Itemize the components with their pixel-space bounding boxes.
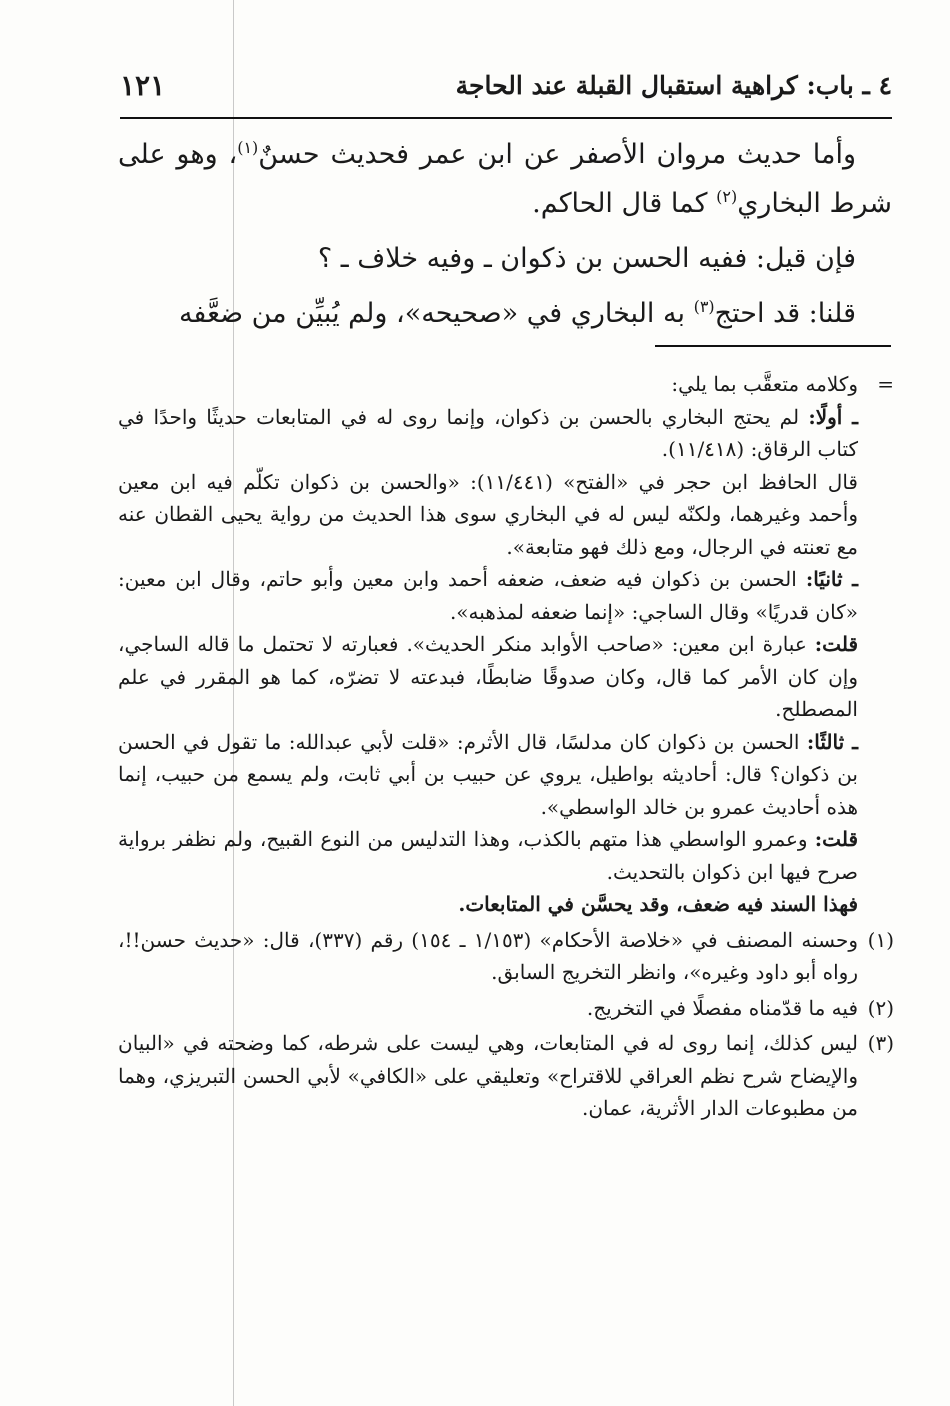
main-paragraph-2: فإن قيل: ففيه الحسن بن ذكوان ـ وفيه خلاف ـ ؟ [317, 243, 856, 274]
footnote-2-text: فيه ما قدّمناه مفصلًا في التخريج. [586, 995, 858, 1020]
note-first-label: ـ أولًا: [808, 404, 859, 429]
main-text-segment: كما قال الحاكم. [532, 188, 717, 219]
notes-intro-text: وكلامه متعقَّب بما يلي: [671, 372, 858, 396]
footnote-3-number: (٣) [867, 1031, 894, 1055]
footnote-3 [118, 1027, 894, 1125]
footnote-1 [118, 924, 894, 989]
notes-body [118, 401, 894, 921]
note-hafiz-quote: قال الحافظ ابن حجر في «الفتح» (١١/٤٤١): «والحسن بن ذكوان تكلّم فيه ابن معين وأحمد وغيرهما، ولكنّه ليس له في البخاري سوى هذا الحديث من رواية يحيى القطان عنه مع تعنته في الرجال، ومع ذلك فهو متابعة». [118, 469, 858, 559]
footnote-1-text: وحسنه المصنف في «خلاصة الأحكام» (١/١٥٣ ـ ١٥٤) رقم (٣٣٧)، قال: «حديث حسن!!، رواه أبو داود وغيره»، وانظر التخريج السابق. [118, 927, 858, 984]
continuation-mark: = [877, 372, 894, 396]
notes-intro [118, 368, 894, 401]
main-text [118, 130, 892, 338]
main-text-segment: به البخاري في «صحيحه»، ولم يُبيِّن من ضعَّفه [178, 298, 694, 329]
note-third [118, 726, 858, 824]
footnote-3-text: ليس كذلك، إنما روى له في المتابعات، وهي ليست على شرطه، كما وضحته في «البيان والإيضاح شرح نظم العراقي للاقتراح» وتعليقي على «الكافي» لأبي الحسن التبريزي، وهما من مطبوعات الدار الأثرية، عمان. [118, 1031, 858, 1120]
main-text-segment: وأما حديث مروان الأصفر عن ابن عمر فحديث حسنٌ [258, 139, 856, 170]
notes-section [118, 368, 894, 1125]
main-paragraph-1 [118, 130, 892, 228]
main-paragraph-3 [118, 289, 892, 338]
header-rule [120, 117, 892, 119]
note-first-text: لم يحتج البخاري بالحسن بن ذكوان، وإنما روى له في المتابعات حديثًا واحدًا في كتاب الرقاق: (١١/٤١٨). [118, 404, 858, 461]
running-head: ٤ ـ باب: كراهية استقبال القبلة عند الحاجة [455, 70, 892, 100]
note-third-label: ـ ثالثًا: [806, 729, 858, 754]
footnote-2-number: (٢) [867, 995, 894, 1020]
footnote-ref-1: (١) [237, 138, 259, 157]
note-qult-2 [118, 823, 858, 888]
footnote-1-number: (١) [867, 927, 894, 952]
footnote-2 [118, 992, 894, 1025]
note-second [118, 563, 858, 628]
note-second-label: ـ ثانيًا: [805, 567, 858, 591]
main-text-segment: ، وهو على شرط البخاري [118, 139, 892, 219]
page-number: ١٢١ [120, 68, 166, 102]
note-qult-1-label: قلت: [814, 632, 858, 656]
note-qult-2-label: قلت: [814, 827, 858, 851]
note-qult-2-text: وعمرو الواسطي هذا متهم بالكذب، وهذا التدليس من النوع القبيح، ولم نظفر برواية صرح فيها ابن ذكوان بالتحديث. [118, 827, 858, 884]
footnote-separator [655, 345, 891, 347]
note-qult-1-text: عبارة ابن معين: «صاحب الأوابد منكر الحديث». فعبارته لا تحتمل ما قاله الساجي، وإن كان الأمر كما قال، وكان صدوقًا ضابطًا، فبدعته لا تضرّه، كما هو المقرر في علم المصطلح. [118, 632, 858, 721]
footnote-ref-3: (٣) [693, 297, 715, 316]
note-second-text: الحسن بن ذكوان فيه ضعف، ضعفه أحمد وابن معين وأبو حاتم، وقال ابن معين: «كان قدريًا» وقال الساجي: «إنما ضعفه لمذهبه». [118, 567, 858, 624]
note-third-text: الحسن بن ذكوان كان مدلسًا، قال الأثرم: «قلت لأبي عبدالله: ما تقول في الحسن بن ذكوان؟ قال: أحاديثه بواطيل، يروي عن حبيب بن أبي ثابت، ولم يسمع من حبيب، إنما هذه أحاديث عمرو بن خالد الواسطي». [118, 729, 858, 819]
footnote-ref-2: (٢) [716, 187, 738, 206]
note-first [118, 401, 858, 466]
page-header [120, 62, 892, 108]
note-conclusion: فهذا السند فيه ضعف، وقد يحسَّن في المتابعات. [458, 892, 858, 916]
main-text-segment: قلنا: قد احتج [714, 298, 856, 329]
note-qult-1 [118, 628, 858, 726]
